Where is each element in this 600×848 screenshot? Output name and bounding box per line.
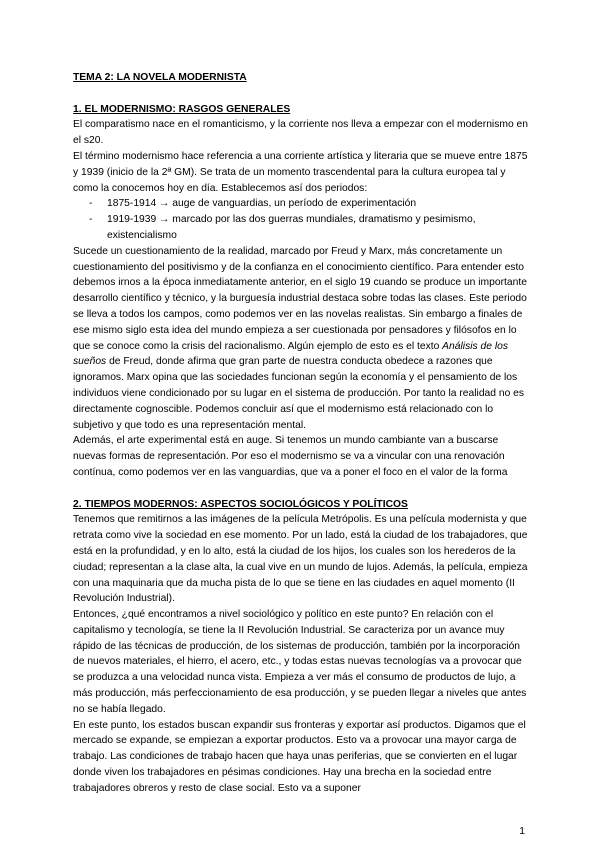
section-2-paragraph-1: Tenemos que remitirnos a las imágenes de la película Metrópolis. Es una película modernista y que retrata como vive la sociedad en ese momento. Por un lado, está la ciudad de los trabajadores, que está en la profundidad, y en lo alto, está la ciudad de los hijos, los cuales son los herederos de la ciudad; representan a la clase alta, la cual vive en un mundo de lujos. Además, la película, empieza con una maquinaria que da mucha pista de lo que se tiene en las ciudades en aquel momento (II Revolución Industrial). [73, 514, 528, 605]
section-2-paragraph-3: En este punto, los estados buscan expandir sus fronteras y exportar así productos. Digamos que el mercado se expande, se empiezan a exportar productos. Esto va a provocar una mayor carga de trabajo. Las condiciones de trabajo hacen que haya unas periferias, que se convierten en el lugar donde viven los trabajadores en pésimas condiciones. Hay una brecha en la sociedad entre trabajadores obreros y resto de clase social. Esto va a suponer [73, 719, 526, 794]
section-1-paragraph-2: El término modernismo hace referencia a una corriente artística y literaria que se mueve entre 1875 y 1939 (inicio de la 2ª GM). Se trata de un momento trascendental para la cultura europea tal y como la conocemos hoy en día. Establecemos así dos periodos: [73, 150, 528, 194]
section-2-heading: 2. TIEMPOS MODERNOS: ASPECTOS SOCIOLÓGICOS Y POLÍTICOS [73, 498, 408, 510]
document-title: TEMA 2: LA NOVELA MODERNISTA [73, 72, 247, 83]
page-number: 1 [519, 826, 525, 837]
section-1-heading: 1. EL MODERNISMO: RASGOS GENERALES [73, 103, 291, 115]
section-1-paragraph-3 [73, 244, 530, 434]
list-item: - 1919-1939 → marcado por las dos guerras mundiales, dramatismo y pesimismo, existencialismo [73, 212, 530, 244]
section-2-paragraph-2: Entonces, ¿qué encontramos a nivel sociológico y político en este punto? En relación con el capitalismo y tecnología, se tiene la II Revolución Industrial. Se caracteriza por un avance muy rápido de las técnicas de producción, de los sistemas de producción, también por la incorporación de nuevos materiales, el hierro, el acero, etc., y todas estas nuevas tecnologías va a provocar que se produzca a una velocidad nunca vista. Empieza a ver más el consumo de productos de lujo, a más producción, más perfeccionamiento de esa producción, y se pueden llegar a niveles que antes no se había llegado. [73, 609, 527, 715]
document-page [73, 70, 530, 797]
paragraph-text: de Freud, donde afirma que gran parte de nuestra conducta obedece a razones que ignoramos. Marx opina que las sociedades funcionan según la economía y el pensamiento de los individuos viene condicionado por su lugar en el sistema de producción. Por tanto la realidad no es directamente cognoscible. Podemos concluir así que el modernismo está relacionado con lo subjetivo y que todo es una representación mental. [73, 356, 525, 431]
section-1-paragraph-4: Además, el arte experimental está en auge. Si tenemos un mundo cambiante van a buscarse nuevas formas de representación. Por eso el modernismo se va a vincular con una renovación contínua, como podemos ver en las vanguardias, que va a poner el foco en el valor de la forma [73, 435, 508, 478]
section-1-paragraph-1: El comparatismo nace en el romanticismo, y la corriente nos lleva a empezar con el modernismo en el s20. [73, 119, 528, 147]
book-title-italic: Análisis de los sueños [73, 340, 508, 368]
periods-list [73, 196, 530, 243]
list-item: - 1875-1914 → auge de vanguardias, un período de experimentación [73, 196, 530, 212]
paragraph-text: Sucede un cuestionamiento de la realidad, marcado por Freud y Marx, más concretamente un cuestionamiento del positivismo y de la confianza en el conocimiento científico. Para entender esto debemos irnos a la época inmediatamente anterior, en el siglo 19 cuando se produce un importante desarrollo científico y técnico, y la burguesía industrial destaca sobre todas las clases. Este periodo se lleva a todos los campos, como podemos ver en las novelas realistas. Sin embargo a finales de ese mismo siglo esta idea del mundo empieza a ser cuestionada por pensadores y filósofos en lo que se conoce como la crisis del racionalismo. Algún ejemplo de esto es el texto [73, 245, 527, 352]
